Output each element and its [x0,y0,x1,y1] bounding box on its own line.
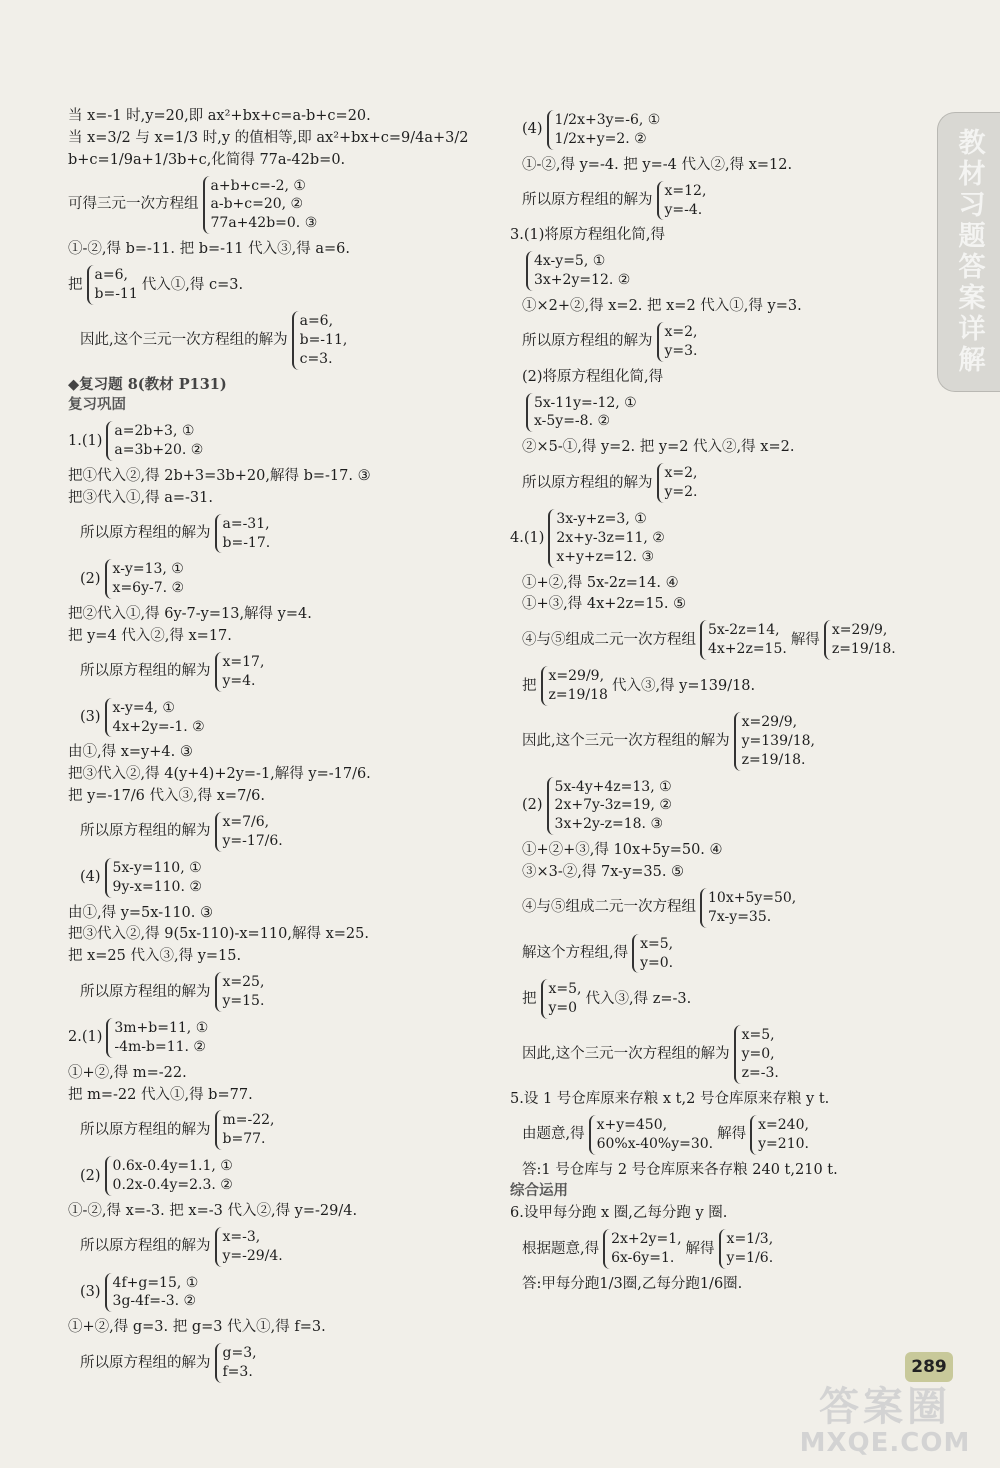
equation-system [632,934,673,974]
equation: 4x+2y=-1. ② [112,718,205,735]
label: 所以原方程组的解为 [80,823,211,840]
system-row [68,1018,488,1058]
equation-system [105,1273,199,1313]
label: 代入①,得 c=3. [141,276,244,293]
equation: c=3. [299,350,333,367]
question-number: (4) [80,869,101,886]
text-line: ①+②,得 5x-2z=14. ④ [522,574,679,591]
equation-system [526,393,637,433]
text-line: 把 x=25 代入③,得 y=15. [68,948,242,965]
text-line: 把①代入②,得 2b+3=3b+20,解得 b=-17. ③ [68,467,371,484]
system-row [510,509,860,568]
equation: f=3. [222,1364,253,1381]
equation-system [603,1229,681,1269]
equation: a-b+c=20, ② [210,196,304,213]
text-line: 由①,得 x=y+4. ③ [68,744,193,761]
system-row [68,514,488,554]
equation: 3m+b=11, ① [114,1019,209,1036]
text-line: ①+②,得 m=-22. [68,1064,187,1081]
equation-system [215,1227,283,1267]
equation: x+y=450, [596,1116,668,1133]
system-row [510,1115,860,1155]
system-row [510,1025,860,1084]
text-line: ①×2+②,得 x=2. 把 x=2 代入①,得 y=3. [522,298,802,315]
equation: 0.2x-0.4y=2.3. ② [112,1177,233,1194]
equation-system [719,1229,774,1269]
system-row [510,712,860,771]
equation-system [589,1115,714,1155]
equation-system [203,176,318,235]
label: 所以原方程组的解为 [522,333,653,350]
equation: b=-17. [222,534,271,551]
label: 所以原方程组的解为 [80,1354,211,1371]
equation: z=19/18 [548,686,608,703]
equation: z=19/18. [831,641,896,658]
equation: y=139/18, [741,732,815,749]
equation-system [215,1110,275,1150]
side-tab [937,112,1000,392]
equation-system [106,1018,208,1058]
text-line: 6.设甲每分跑 x 圈,乙每分跑 y 圈. [510,1205,728,1222]
system-row [510,666,860,706]
label: 解得 [685,1240,715,1257]
equation: x=25, [222,974,265,991]
equation-system [824,620,896,660]
system-row [510,979,860,1019]
system-row [68,698,488,738]
equation: x=29/9, [548,668,605,685]
equation: x=240, [758,1116,809,1133]
equation: x-5y=-8. ② [534,413,611,430]
side-tab-label: 教材习题答案详解 [953,128,985,376]
equation: 5x-4y+4z=13, ① [554,778,672,795]
watermark-logo [780,1385,990,1458]
equation: y=0. [640,954,674,971]
equation-system [750,1115,809,1155]
system-row [510,777,860,836]
label: 根据题意,得 [522,1240,600,1257]
equation: 10x+5y=50, [708,889,797,906]
equation: x=29/9, [831,622,888,639]
equation: y=4. [222,672,256,689]
equation-system [215,652,265,692]
equation-system [105,858,202,898]
equation: y=15. [222,992,265,1009]
text-line: 当 x=-1 时,y=20,即 ax²+bx+c=a-b+c=20. [68,108,371,124]
label: 所以原方程组的解为 [80,983,211,1000]
equation-system [292,311,348,370]
label: 所以原方程组的解为 [80,525,211,542]
equation-system [547,110,661,150]
equation: y=0 [548,1000,578,1017]
label: 所以原方程组的解为 [80,663,211,680]
question-number: 1.(1) [68,432,103,449]
text-line: 把 y=4 代入②,得 x=17. [68,628,232,645]
label: 代入③,得 y=139/18. [611,677,756,694]
system-row [510,251,860,291]
subsection-title: 复习巩固 [68,396,126,414]
equation: y=210. [758,1135,809,1152]
equation-system [87,265,138,305]
label: 所以原方程组的解为 [522,474,653,491]
system-row [68,1156,488,1196]
equation: 5x-y=110, ① [112,859,202,876]
equation: 3x+2y-z=18. ③ [554,816,663,833]
question-number: (2) [80,570,101,587]
equation: y=0, [741,1046,775,1063]
text-line: 由①,得 y=5x-110. ③ [68,904,213,921]
equation: 5x-2z=14, [708,622,780,639]
text-line: 把③代入②,得 4(y+4)+2y=-1,解得 y=-17/6. [68,766,371,783]
question-number: (2) [522,797,543,814]
text-line: 把③代入①,得 a=-31. [68,489,213,506]
equation-system [106,421,203,461]
equation: x=2, [664,465,698,482]
equation: y=2. [664,484,698,501]
question-number: 4.(1) [510,529,545,546]
equation: z=-3. [741,1064,779,1081]
equation: x=-3, [222,1228,261,1245]
left-column [68,104,488,1389]
equation: a=-31, [222,515,270,532]
equation: 6x-6y=1. [611,1249,675,1266]
system-row [68,176,488,235]
equation: 1/2x+y=2. ② [554,130,647,147]
equation-system [657,322,698,362]
system-row [68,812,488,852]
equation-system [215,972,265,1012]
label: 解得 [717,1126,747,1143]
text-line: 把 m=-22 代入①,得 b=77. [68,1086,253,1103]
system-row [510,888,860,928]
question-number: 2.(1) [68,1029,103,1046]
text-line: ①+②,得 g=3. 把 g=3 代入①,得 f=3. [68,1319,326,1336]
question-number: (3) [80,709,101,726]
equation: 77a+42b=0. ③ [210,215,318,232]
subsection-title: 综合运用 [510,1182,568,1200]
label: 把 [522,677,537,694]
text-line: ②×5-①,得 y=2. 把 y=2 代入②,得 x=2. [522,439,795,456]
equation-system [526,251,630,291]
equation-system [105,1156,233,1196]
equation-system [215,812,283,852]
system-row [68,559,488,599]
equation: x=2, [664,323,698,340]
system-row [510,620,896,660]
text-line: ①-②,得 x=-3. 把 x=-3 代入②,得 y=-29/4. [68,1202,358,1219]
text-line: ③×3-②,得 7x-y=35. ⑤ [522,864,685,881]
equation: -4m-b=11. ② [114,1038,206,1055]
equation: b=-11, [299,331,348,348]
page-number: 289 [905,1352,953,1382]
system-row [68,311,488,370]
label: 由题意,得 [522,1126,585,1143]
label: ④与⑤组成二元一次方程组 [522,899,696,916]
equation: 4x-y=5, ① [534,253,606,270]
question-number: (3) [80,1284,101,1300]
equation: 2x+2y=1, [611,1231,682,1248]
equation: 1/2x+3y=-6, ① [554,112,661,128]
equation-system [700,620,787,660]
label: 代入③,得 z=-3. [585,990,692,1007]
system-row [510,934,860,974]
system-row [68,1343,488,1383]
equation: g=3, [222,1345,257,1362]
text-line: ①-②,得 b=-11. 把 b=-11 代入③,得 a=6. [68,241,350,258]
equation-system [541,666,608,706]
text-line: 当 x=3/2 与 x=1/3 时,y 的值相等,即 ax²+bx+c=9/4a+3/2 [68,129,469,146]
label: 把 [68,276,83,293]
text-line: b+c=1/9a+1/3b+c,化简得 77a-42b=0. [68,151,346,168]
equation: 2x+7y-3z=19, ② [554,797,672,814]
equation: 4f+g=15, ① [112,1274,199,1291]
equation: y=3. [664,342,698,359]
equation: x=5, [548,981,582,998]
text-line: ①+③,得 4x+2z=15. ⑤ [522,596,687,613]
system-row [68,972,488,1012]
system-row [68,652,488,692]
right-column [510,104,896,1297]
label: 解这个方程组,得 [522,945,629,962]
label: 所以原方程组的解为 [80,1238,211,1255]
equation: y=-29/4. [222,1247,283,1264]
equation: 5x-11y=-12, ① [534,394,637,411]
watermark-url: MXQE.COM [799,1428,971,1458]
equation: z=19/18. [741,751,806,768]
equation: x-y=13, ① [112,561,184,578]
label: 因此,这个三元一次方程组的解为 [522,1046,730,1063]
text-line: 答:1 号仓库与 2 号仓库原来各存粮 240 t,210 t. [522,1161,838,1178]
equation-system [700,888,796,928]
equation: x=1/3, [726,1231,774,1248]
equation: x=12, [664,182,707,199]
equation: y=-17/6. [222,832,283,849]
system-row [510,322,860,362]
equation: 3g-4f=-3. ② [112,1293,197,1310]
equation: b=77. [222,1131,266,1148]
label: 把 [522,990,537,1007]
system-row [68,1110,488,1150]
text-line: 3.(1)将原方程组化简,得 [510,227,665,244]
equation: x-y=4, ① [112,699,175,716]
equation: 4x+2z=15. [708,641,787,658]
equation: a=6, [94,267,128,284]
equation-system [215,1343,257,1383]
system-row [68,858,488,898]
label: 解得 [790,631,820,648]
text-line: 5.设 1 号仓库原来存粮 x t,2 号仓库原来存粮 y t. [510,1090,830,1107]
equation: 3x+2y=12. ② [534,272,631,289]
label: ④与⑤组成二元一次方程组 [522,631,696,648]
equation-system [541,979,582,1019]
equation-system [734,712,815,771]
question-number: (2) [80,1167,101,1184]
equation: x+y+z=12. ③ [556,548,655,565]
system-row [68,265,488,305]
text-line: 把 y=-17/6 代入③,得 x=7/6. [68,788,266,805]
text-line: 把③代入②,得 9(5x-110)-x=110,解得 x=25. [68,926,369,943]
equation: 9y-x=110. ② [112,878,202,895]
system-row [510,463,860,503]
equation: x=5, [741,1027,775,1044]
equation: 3x-y+z=3, ① [556,510,647,527]
equation: y=1/6. [726,1249,774,1266]
section-title: ◆复习题 8(教材 P131) [68,375,227,393]
system-row [68,1227,488,1267]
text-line: ①+②+③,得 10x+5y=50. ④ [522,842,723,859]
equation: 0.6x-0.4y=1.1, ① [112,1158,233,1175]
label: 所以原方程组的解为 [522,192,653,209]
equation: x=17, [222,653,265,670]
equation-system [547,777,672,836]
equation: a=3b+20. ② [114,442,204,459]
text-line: 把②代入①,得 6y-7-y=13,解得 y=4. [68,606,312,623]
equation: 2x+y-3z=11, ② [556,529,665,546]
equation: a=2b+3, ① [114,423,195,440]
watermark-text: 答案圈 [819,1384,951,1430]
equation-system [215,514,271,554]
system-row [510,393,860,433]
text-line: 答:甲每分跑1/3圈,乙每分跑1/6圈. [522,1275,743,1292]
system-row [68,1273,488,1313]
equation: x=7/6, [222,814,270,830]
label: 所以原方程组的解为 [80,1121,211,1138]
equation-system [105,559,185,599]
system-row [510,1229,860,1269]
equation-system [548,509,664,568]
equation: m=-22, [222,1112,275,1129]
equation: y=-4. [664,201,703,218]
system-row [510,181,860,221]
text-line: ①-②,得 y=-4. 把 y=-4 代入②,得 x=12. [522,156,793,173]
equation-system [657,463,698,503]
equation: x=29/9, [741,713,798,730]
equation: 7x-y=35. [708,908,772,925]
text-line: (2)将原方程组化简,得 [522,368,664,385]
equation-system [657,181,707,221]
question-number: (4) [522,121,543,138]
equation-system [734,1025,779,1084]
system-row [68,421,488,461]
equation: a+b+c=-2, ① [210,177,306,194]
equation: x=6y-7. ② [112,580,185,597]
equation: x=5, [640,935,674,952]
equation-system [105,698,205,738]
equation: a=6, [299,312,334,329]
system-row [510,110,860,150]
equation: b=-11 [94,285,138,302]
equation: 60%x-40%y=30. [596,1135,714,1152]
label: 因此,这个三元一次方程组的解为 [522,732,730,749]
label: 可得三元一次方程组 [68,196,199,213]
label: 因此,这个三元一次方程组的解为 [80,331,288,348]
